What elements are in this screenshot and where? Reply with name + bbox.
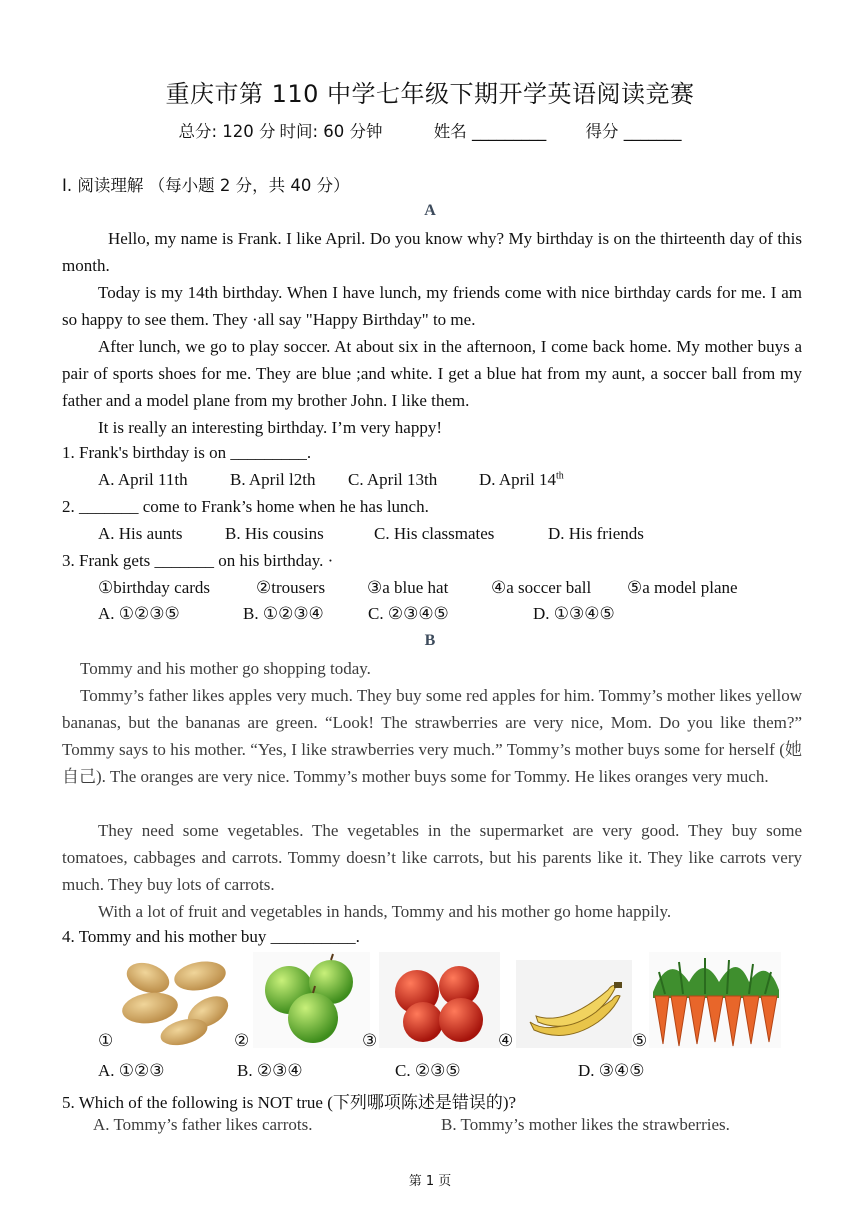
picture-label-2: ② <box>234 1031 250 1050</box>
exam-info <box>0 118 860 142</box>
name-field: 姓名 _________ <box>433 122 547 141</box>
section-heading: I. 阅读理解 （每小题 2 分，共 40 分） <box>62 176 350 195</box>
q4-option-d: D. ③④⑤ <box>578 1061 645 1080</box>
total-score: 总分: 120 分 <box>178 122 276 141</box>
q2-option-b: B. His cousins <box>225 524 324 543</box>
passage-a-paragraph-4: It is really an interesting birthday. I’m very happy! <box>98 418 442 437</box>
picture-label-3: ③ <box>362 1031 378 1050</box>
potato-icon <box>114 952 238 1048</box>
q1-option-a: A. April 11th <box>98 470 188 489</box>
q1-option-b: B. April l2th <box>230 470 316 489</box>
question-5-stem: 5. Which of the following is NOT true (下列哪项陈述是错误的)? <box>62 1093 517 1112</box>
banana-icon <box>516 960 632 1048</box>
q3-item-4: ④a soccer ball <box>491 578 592 597</box>
passage-a-title: A <box>424 202 436 219</box>
q3-item-2: ②trousers <box>256 578 326 597</box>
q3-item-5: ⑤a model plane <box>627 578 738 597</box>
passage-b-paragraph-2: Tommy’s father likes apples very much. They buy some red apples for him. Tommy’s mother likes yellow bananas, but the bananas are green. “Look! The strawberries are very nice, Mom. Do you like them?” Tommy says to his mother. “Yes, I like strawberries very much.” Tommy’s mother buys some for herself (她自己). The oranges are very nice. Tommy’s mother buys some for Tommy. He likes oranges very much. <box>62 686 802 786</box>
passage-a-paragraph-1: Hello, my name is Frank. I like April. Do you know why? My birthday is on the thirteenth day of this month. <box>62 229 802 275</box>
q2-option-c: C. His classmates <box>374 524 495 543</box>
q3-option-b: B. ①②③④ <box>243 604 324 623</box>
q4-option-c: C. ②③⑤ <box>395 1061 461 1080</box>
time-limit: 时间: 60 分钟 <box>279 122 383 141</box>
passage-a-paragraph-3: After lunch, we go to play soccer. At about six in the afternoon, I come back home. My mother buys a pair of sports shoes for me. They are blue ;and white. I get a blue hat from my aunt, a soccer ball from my father and a model plane from my brother John. I like them. <box>62 337 802 410</box>
tomato-icon <box>379 952 500 1048</box>
q3-option-a: A. ①②③⑤ <box>98 604 180 623</box>
green-apple-icon <box>253 952 370 1048</box>
q1-option-c: C. April 13th <box>348 470 438 489</box>
passage-b-paragraph-3: They need some vegetables. The vegetables in the supermarket are very good. They buy some tomatoes, cabbages and carrots. Tommy doesn’t like carrots, but his parents like it. They like carrots very much. They buy lots of carrots. <box>62 821 802 894</box>
passage-b-title: B <box>424 632 436 649</box>
passage-b-paragraph-1: Tommy and his mother go shopping today. <box>80 659 371 678</box>
q2-option-a: A. His aunts <box>98 524 183 543</box>
q3-option-c: C. ②③④⑤ <box>368 604 449 623</box>
q5-option-a: A. Tommy’s father likes carrots. <box>93 1115 313 1134</box>
passage-a-paragraph-2: Today is my 14th birthday. When I have lunch, my friends come with nice birthday cards for me. I am so happy to see them. They ·all say "Happy Birthday" to me. <box>62 283 802 329</box>
question-1-stem: 1. Frank's birthday is on _________. <box>62 443 312 462</box>
picture-label-4: ④ <box>498 1031 514 1050</box>
q2-option-d: D. His friends <box>548 524 644 543</box>
q3-item-1: ①birthday cards <box>98 578 211 597</box>
picture-label-1: ① <box>98 1031 114 1050</box>
q3-item-3: ③a blue hat <box>367 578 449 597</box>
question-3-stem: 3. Frank gets _______ on his birthday. · <box>62 551 334 570</box>
carrot-icon <box>649 952 781 1048</box>
q4-option-a: A. ①②③ <box>98 1061 165 1080</box>
question-2-stem: 2. _______ come to Frank’s home when he has lunch. <box>62 497 429 516</box>
q4-option-b: B. ②③④ <box>237 1061 303 1080</box>
q3-option-d: D. ①③④⑤ <box>533 604 615 623</box>
picture-label-5: ⑤ <box>632 1031 648 1050</box>
score-field: 得分 _______ <box>585 122 682 141</box>
passage-b-paragraph-4: With a lot of fruit and vegetables in hands, Tommy and his mother go home happily. <box>98 902 672 921</box>
q1-option-d: D. April 14th <box>479 470 564 489</box>
question-4-stem: 4. Tommy and his mother buy __________. <box>62 927 360 946</box>
page-number: 第 1 页 <box>408 1174 452 1189</box>
page-title: 重庆市第 110 中学七年级下期开学英语阅读竞赛 <box>165 80 695 108</box>
q5-option-b: B. Tommy’s mother likes the strawberries. <box>441 1115 730 1134</box>
